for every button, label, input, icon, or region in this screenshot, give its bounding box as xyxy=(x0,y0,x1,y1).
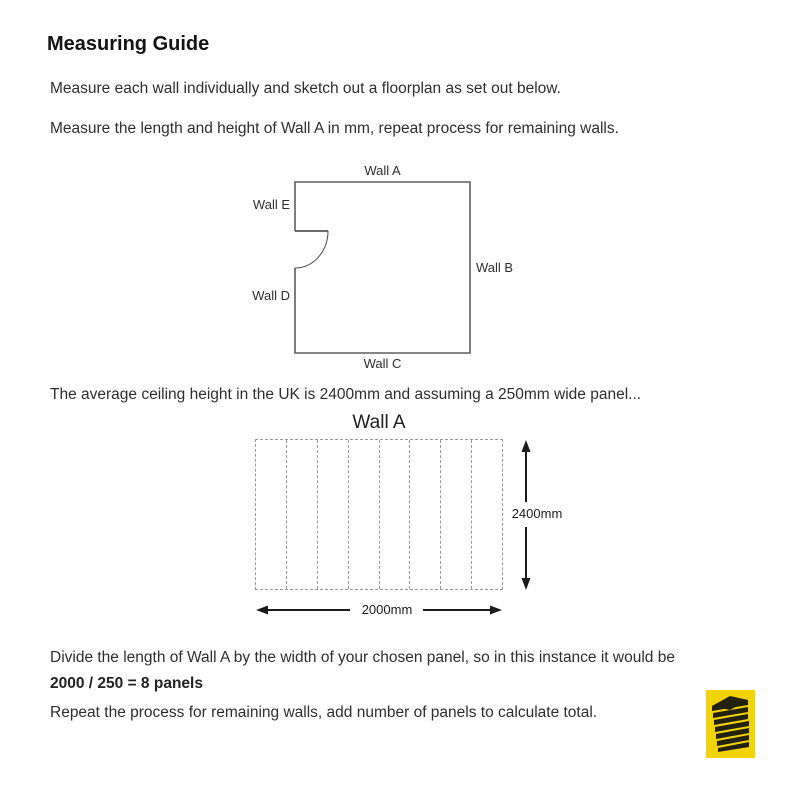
arrowhead-right-icon xyxy=(490,606,502,615)
intro-line-1: Measure each wall individually and sketch out a floorplan as set out below. xyxy=(50,80,561,97)
dimension-arrows xyxy=(245,435,535,620)
calculation-line-1: Divide the length of Wall A by the width of your chosen panel, so in this instance it would be xyxy=(50,649,675,666)
floorplan-label-wall-a: Wall A xyxy=(364,163,401,178)
calculation-line-2: Repeat the process for remaining walls, add number of panels to calculate total. xyxy=(50,704,598,721)
calculation-formula: 2000 / 250 = 8 panels xyxy=(50,675,203,692)
panel-stack-icon xyxy=(706,690,755,758)
ceiling-note: The average ceiling height in the UK is 2400mm and assuming a 250mm wide panel... xyxy=(50,386,642,403)
brand-logo xyxy=(706,690,755,758)
page-title: Measuring Guide xyxy=(47,33,210,55)
floorplan-label-wall-d: Wall D xyxy=(252,288,290,303)
floorplan-label-wall-b: Wall B xyxy=(476,260,514,275)
door-swing-arc xyxy=(295,231,328,268)
intro-line-2: Measure the length and height of Wall A in mm, repeat process for remaining walls. xyxy=(50,120,619,137)
arrowhead-up-icon xyxy=(522,440,531,452)
floorplan-label-wall-c: Wall C xyxy=(363,356,402,371)
arrowhead-left-icon xyxy=(256,606,268,615)
arrowhead-down-icon xyxy=(522,578,531,590)
height-dimension-label: 2400mm xyxy=(511,506,563,521)
width-dimension-label: 2000mm xyxy=(361,602,413,617)
floorplan-label-wall-e: Wall E xyxy=(252,197,290,212)
panel-diagram-title: Wall A xyxy=(352,412,406,433)
floorplan-walls xyxy=(295,182,470,353)
